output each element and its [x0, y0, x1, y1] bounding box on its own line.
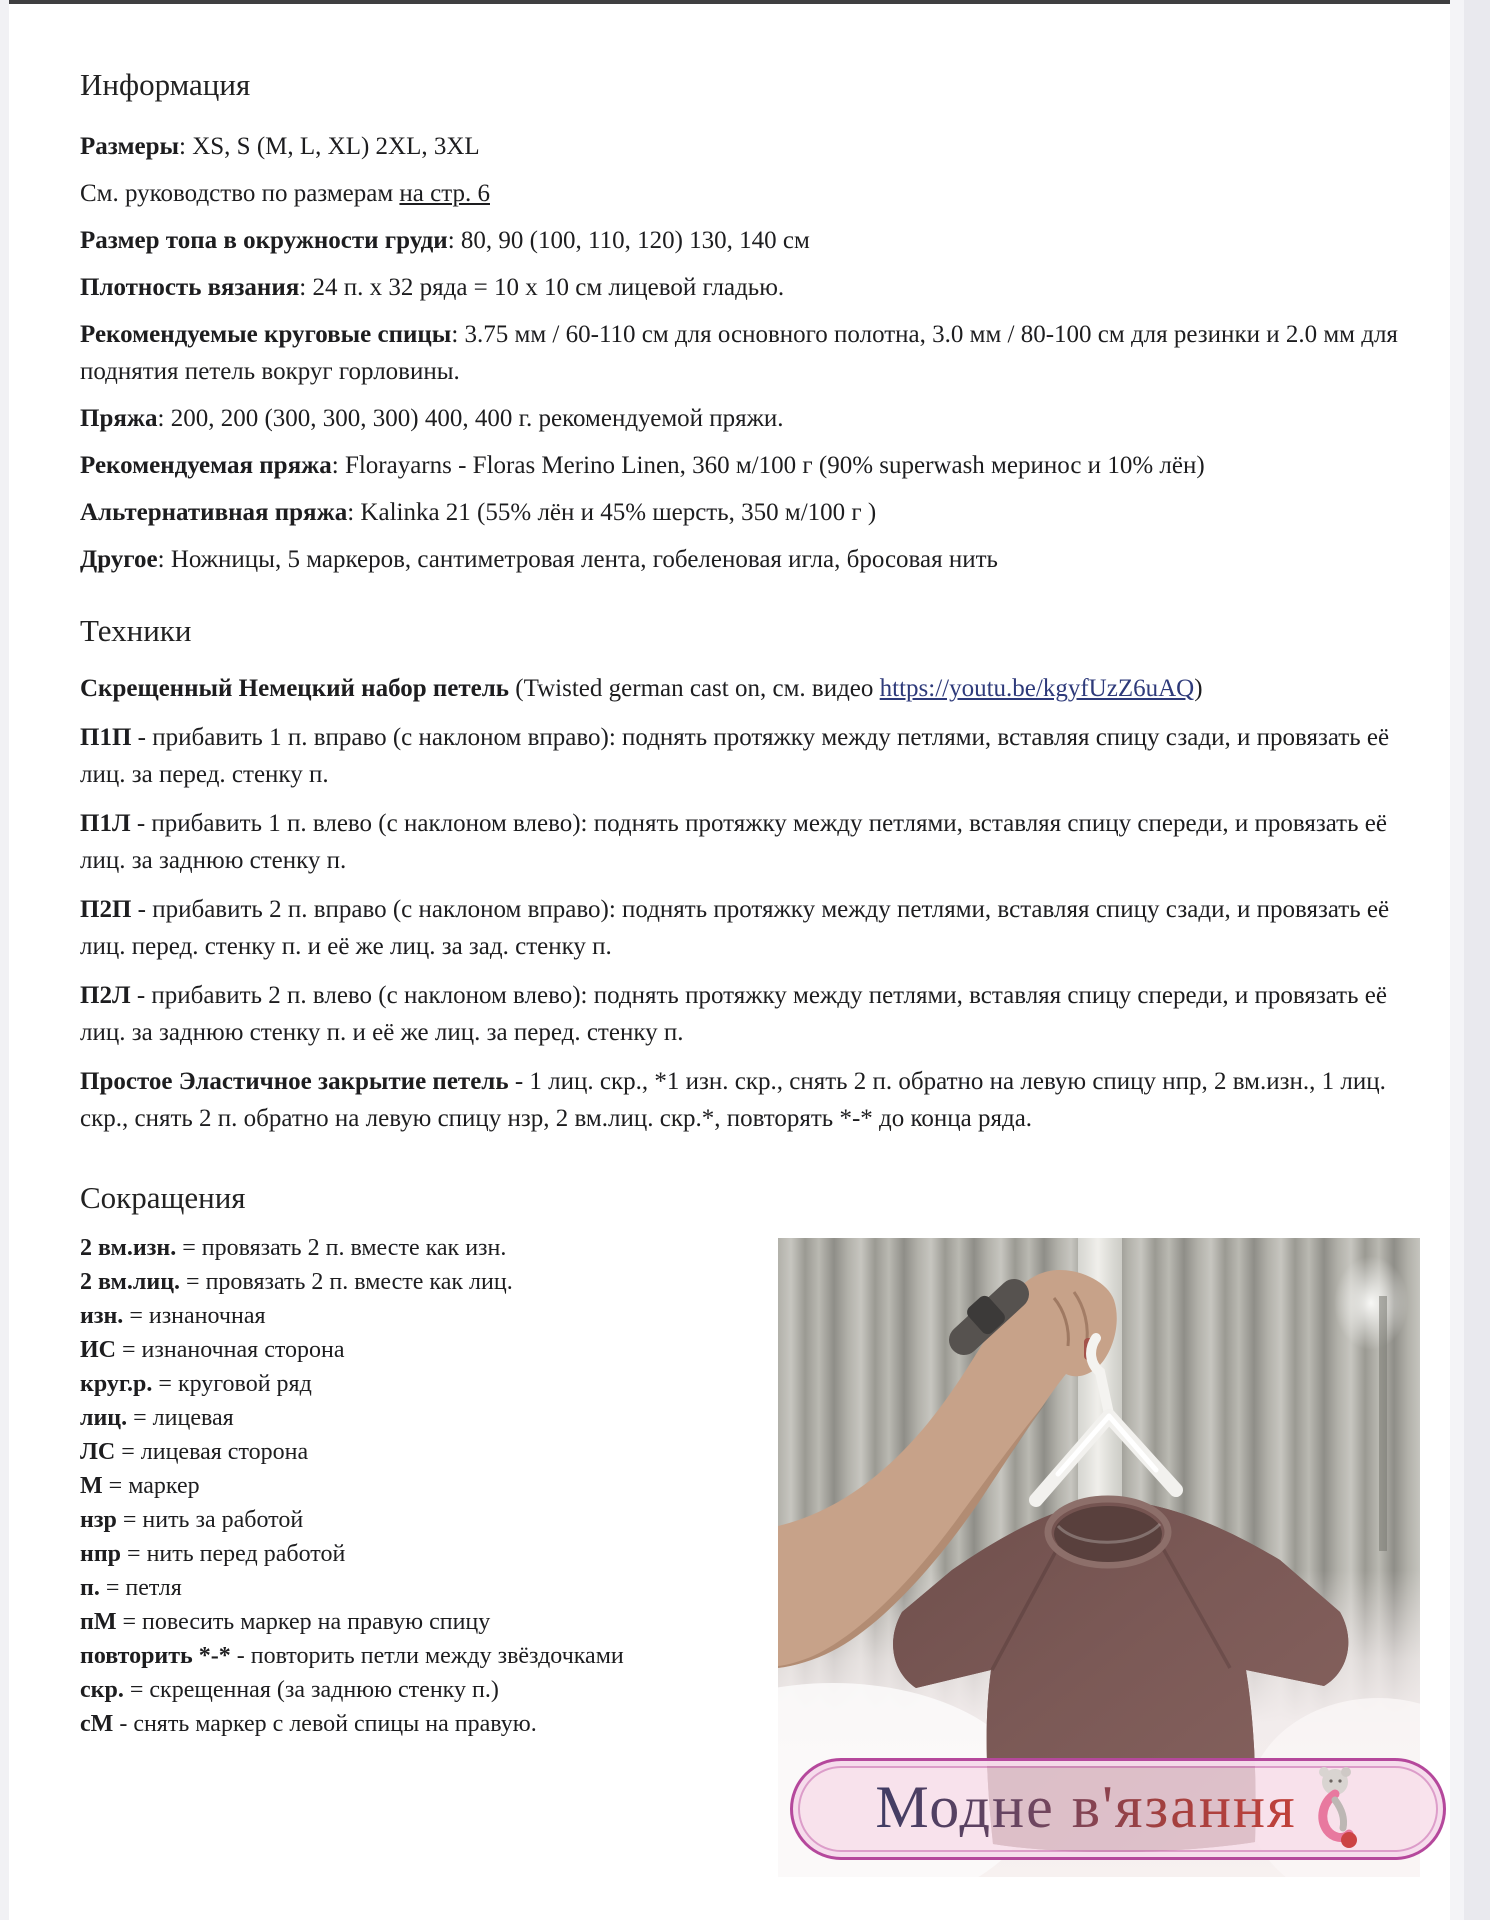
- abbr-row: скр. = скрещенная (за заднюю стенку п.): [80, 1677, 499, 1703]
- abbr-row: п. = петля: [80, 1575, 182, 1601]
- watermark: [790, 1758, 1446, 1860]
- section-heading-techniques: Техники: [80, 613, 192, 648]
- info-row-yarn-amount: Пряжа: 200, 200 (300, 300, 300) 400, 400 г. рекомендуемой пряжи.: [80, 405, 784, 432]
- info-row-recommended-yarn: Рекомендуемая пряжа: Florayarns - Floras Merino Linen, 360 м/100 г (90% superwash меринос и 10% лён): [80, 452, 1205, 479]
- abbr-row: сМ - снять маркер с левой спицы на правую.: [80, 1711, 537, 1737]
- technique-m1l: П1Л - прибавить 1 п. влево (с наклоном влево): поднять протяжку между петлями, вставляя спицу спереди, и провязать её лиц. за заднюю стенку п.: [80, 810, 1387, 874]
- technique-m2l: П2Л - прибавить 2 п. влево (с наклоном влево): поднять протяжку между петлями, вставляя спицу спереди, и провязать её лиц. за заднюю стенку п. и её же лиц. за перед. стенку п.: [80, 982, 1387, 1046]
- info-row-size-guide: См. руководство по размерам на стр. 6: [80, 180, 490, 207]
- technique-m2r: П2П - прибавить 2 п. вправо (с наклоном вправо): поднять протяжку между петлями, вставляя спицу сзади, и провязать её лиц. перед. стенку п. и её же лиц. за зад. стенку п.: [80, 896, 1390, 960]
- info-row-needles: Рекомендуемые круговые спицы: 3.75 мм / 60-110 см для основного полотна, 3.0 мм / 80-100 см для резинки и 2.0 мм для поднятия петель вокруг горловины.: [80, 321, 1398, 385]
- page-edge-left: [0, 0, 9, 1920]
- abbr-row: пМ = повесить маркер на правую спицу: [80, 1609, 491, 1635]
- abbr-row: М = маркер: [80, 1473, 200, 1499]
- technique-cast-on: Скрещенный Немецкий набор петель (Twisted german cast on, см. видео https://youtu.be/kgyfUzZ6uAQ): [80, 675, 1203, 702]
- cast-on-video-link[interactable]: https://youtu.be/kgyfUzZ6uAQ: [879, 675, 1195, 702]
- abbr-row: изн. = изнаночная: [80, 1303, 266, 1329]
- section-heading-info: Информация: [80, 67, 251, 102]
- abbr-row: 2 вм.лиц. = провязать 2 п. вместе как лиц.: [80, 1269, 513, 1295]
- abbr-row: круг.р. = круговой ряд: [80, 1371, 312, 1397]
- page-edge-right: [1450, 0, 1490, 1920]
- abbr-row: ЛС = лицевая сторона: [80, 1439, 309, 1465]
- info-row-sizes: Размеры: XS, S (M, L, XL) 2XL, 3XL: [80, 133, 480, 160]
- info-row-alt-yarn: Альтернативная пряжа: Kalinka 21 (55% лён и 45% шерсть, 350 м/100 г ): [80, 499, 877, 526]
- info-row-bust: Размер топа в окружности груди: 80, 90 (100, 110, 120) 130, 140 см: [80, 227, 810, 254]
- abbr-row: нпр = нить перед работой: [80, 1541, 346, 1567]
- info-row-gauge: Плотность вязания: 24 п. x 32 ряда = 10 x 10 см лицевой гладью.: [80, 274, 785, 301]
- technique-bind-off: Простое Эластичное закрытие петель - 1 лиц. скр., *1 изн. скр., снять 2 п. обратно на левую спицу нпр, 2 вм.изн., 1 лиц. скр., снять 2 п. обратно на левую спицу нзр, 2 вм.лиц. скр.*, повторять *-* до конца ряда.: [80, 1068, 1386, 1132]
- info-row-other: Другое: Ножницы, 5 маркеров, сантиметровая лента, гобеленовая игла, бросовая нить: [80, 546, 998, 573]
- abbr-row: ИС = изнаночная сторона: [80, 1337, 345, 1363]
- page-edge-top: [8, 0, 1490, 4]
- knit-doll-icon: [1311, 1766, 1361, 1852]
- size-guide-page-link[interactable]: на стр. 6: [399, 180, 490, 207]
- abbr-row: лиц. = лицевая: [80, 1405, 234, 1431]
- abbr-row: нзр = нить за работой: [80, 1507, 304, 1533]
- hanger-arms: [1036, 1416, 1176, 1500]
- watermark-text: Модне в'язання: [875, 1774, 1297, 1840]
- pattern-photo: [778, 1238, 1420, 1877]
- section-heading-abbreviations: Сокращения: [80, 1180, 246, 1215]
- abbreviations-column: [80, 1179, 740, 1741]
- abbr-row: 2 вм.изн. = провязать 2 п. вместе как изн.: [80, 1235, 507, 1261]
- technique-m1r: П1П - прибавить 1 п. вправо (с наклоном вправо): поднять протяжку между петлями, вставляя спицу сзади, и провязать её лиц. за перед. стенку п.: [80, 724, 1390, 788]
- abbr-row: повторить *-* - повторить петли между звёздочками: [80, 1643, 624, 1669]
